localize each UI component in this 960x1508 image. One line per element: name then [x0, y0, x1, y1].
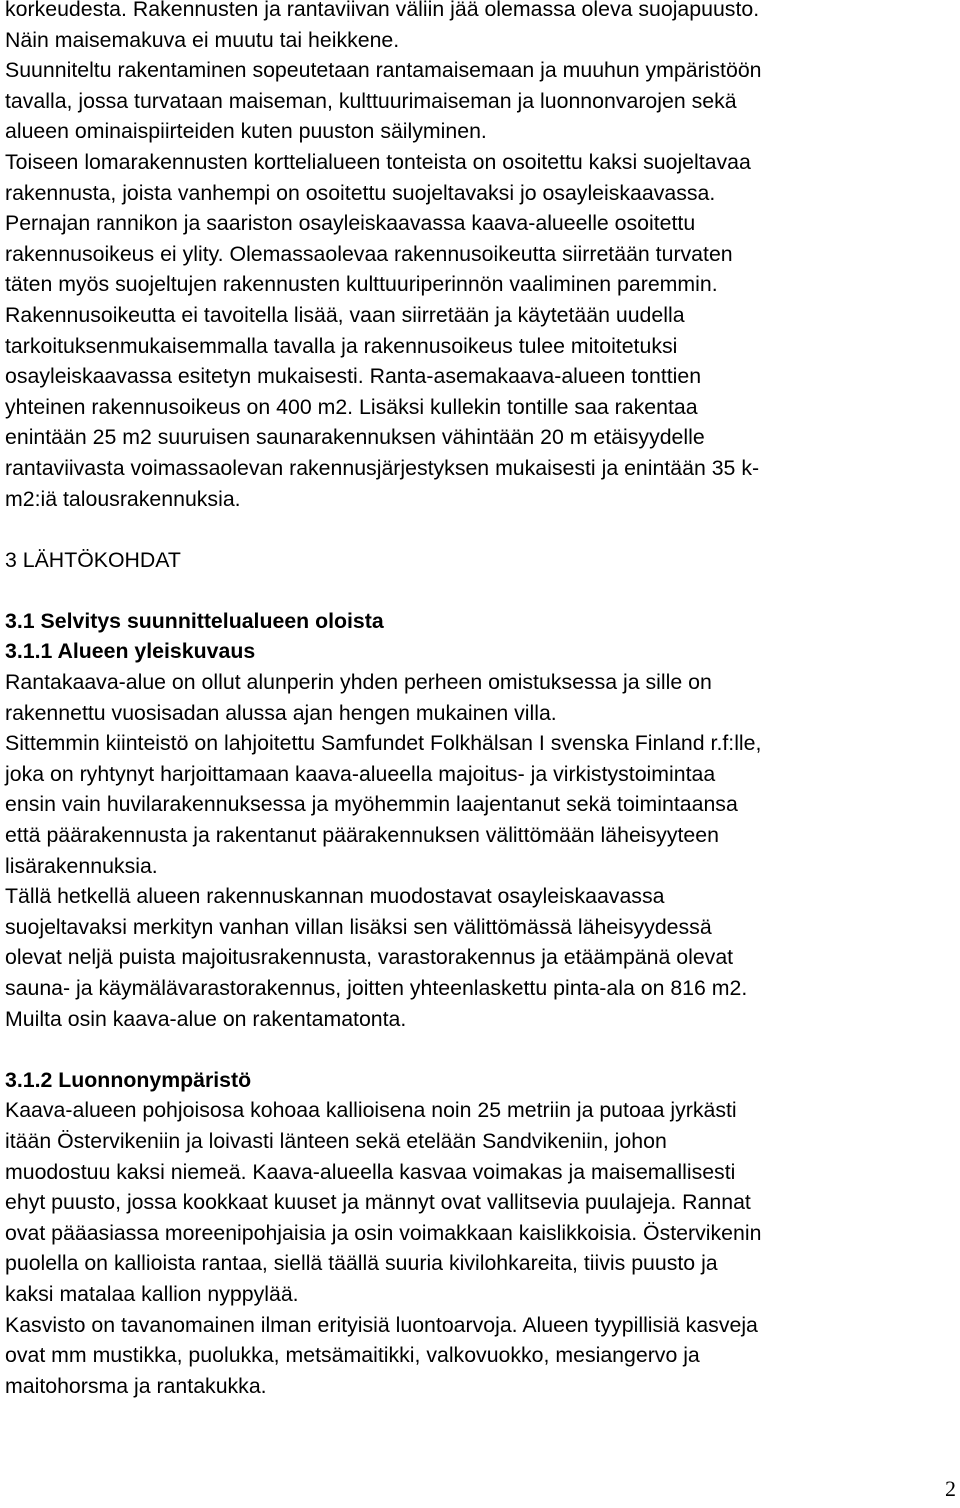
- text-line: enintään 25 m2 suuruisen saunarakennuksen vähintään 20 m etäisyydelle: [5, 425, 705, 450]
- page-number: 2: [945, 1476, 956, 1501]
- text-line: rakennusta, joista vanhempi on osoitettu suojeltavaksi jo osayleiskaavassa.: [5, 180, 716, 205]
- text-line: tarkoituksenmukaisemmalla tavalla ja rakennusoikeus tulee mitoitetuksi: [5, 333, 678, 358]
- subsubsection-heading: 3.1.2 Luonnonympäristö: [5, 1067, 252, 1092]
- text-line: rakennettu vuosisadan alussa ajan hengen mukainen villa.: [5, 700, 557, 725]
- spacer: [5, 1034, 955, 1065]
- intro-paragraph: [5, 0, 955, 514]
- text-line: yhteinen rakennusoikeus on 400 m2. Lisäksi kullekin tontille saa rakentaa: [5, 394, 698, 419]
- text-line: alueen ominaispiirteiden kuten puuston säilyminen.: [5, 119, 487, 144]
- text-line: Rakennusoikeutta ei tavoitella lisää, vaan siirretään ja käytetään uudella: [5, 302, 685, 327]
- text-line: Toiseen lomarakennusten korttelialueen tonteista on osoitettu kaksi suojeltavaa: [5, 149, 751, 174]
- text-line: rakennusoikeus ei ylity. Olemassaolevaa rakennusoikeutta siirretään turvaten: [5, 241, 733, 266]
- text-line: Sittemmin kiinteistö on lahjoitettu Samfundet Folkhälsan I svenska Finland r.f:lle,: [5, 731, 762, 756]
- text-line: puolella on kallioista rantaa, siellä täällä suuria kivilohkareita, tiivis puusto ja: [5, 1251, 718, 1276]
- text-line: muodostuu kaksi niemeä. Kaava-alueella kasvaa voimakas ja maisemallisesti: [5, 1159, 736, 1184]
- text-line: sauna- ja käymälävarastorakennus, joitten yhteenlaskettu pinta-ala on 816 m2.: [5, 976, 748, 1000]
- text-line: ovat pääasiassa moreenipohjaisia ja osin voimakkaan kaislikkoisia. Östervikenin: [5, 1220, 762, 1245]
- text-line: Kasvisto on tavanomainen ilman erityisiä luontoarvoja. Alueen tyypillisiä kasveja: [5, 1312, 758, 1337]
- text-line: rantaviivasta voimassaolevan rakennusjärjestyksen mukaisesti ja enintään 35 k-: [5, 455, 760, 480]
- spacer: [5, 514, 955, 545]
- section-heading: 3 LÄHTÖKOHDAT: [5, 547, 181, 572]
- text-line: m2:iä talousrakennuksia.: [5, 486, 241, 511]
- spacer: [5, 575, 955, 606]
- text-line: tavalla, jossa turvataan maiseman, kulttuurimaiseman ja luonnonvarojen sekä: [5, 88, 737, 113]
- text-line: Rantakaava-alue on ollut alunperin yhden perheen omistuksessa ja sille on: [5, 670, 712, 695]
- nature-paragraph: [5, 1095, 955, 1401]
- text-line: että päärakennusta ja rakentanut päärakennuksen välittömään läheisyyteen: [5, 823, 719, 848]
- subsection-heading: 3.1 Selvitys suunnittelualueen oloista: [5, 608, 384, 633]
- text-line: Suunniteltu rakentaminen sopeutetaan rantamaisemaan ja muuhun ympäristöön: [5, 58, 762, 83]
- text-line: Pernajan rannikon ja saariston osayleiskaavassa kaava-alueelle osoitettu: [5, 211, 696, 236]
- text-line: kaksi matalaa kallion nyppylää.: [5, 1281, 299, 1306]
- text-line: ensin vain huvilarakennuksessa ja myöhemmin laajentanut sekä toimintaansa: [5, 792, 738, 817]
- text-line: Muilta osin kaava-alue on rakentamatonta.: [5, 1006, 407, 1031]
- text-line: osayleiskaavassa esitetyn mukaisesti. Ranta-asemakaava-alueen tonttien: [5, 364, 702, 389]
- text-line: täten myös suojeltujen rakennusten kulttuuriperinnön vaaliminen paremmin.: [5, 272, 718, 297]
- text-line: Näin maisemakuva ei muutu tai heikkene.: [5, 27, 400, 52]
- text-line: joka on ryhtynyt harjoittamaan kaava-alueella majoitus- ja virkistystoimintaa: [5, 761, 716, 786]
- text-line: olevat neljä puista majoitusrakennusta, varastorakennus ja etäämpänä olevat: [5, 945, 734, 970]
- text-line: suojeltavaksi merkityn vanhan villan lisäksi sen välittömässä läheisyydessä: [5, 914, 712, 939]
- subsubsection-heading: 3.1.1 Alueen yleiskuvaus: [5, 639, 256, 664]
- text-line: ehyt puusto, jossa kookkaat kuuset ja männyt ovat vallitsevia puulajeja. Rannat: [5, 1190, 751, 1215]
- text-line: ovat mm mustikka, puolukka, metsämaitikki, valkovuokko, mesiangervo ja: [5, 1343, 700, 1368]
- text-line: maitohorsma ja rantakukka.: [5, 1373, 267, 1398]
- text-line: Tällä hetkellä alueen rakennuskannan muodostavat osayleiskaavassa: [5, 884, 665, 909]
- text-line: Kaava-alueen pohjoisosa kohoaa kallioisena noin 25 metriin ja putoaa jyrkästi: [5, 1098, 737, 1123]
- overview-paragraph: [5, 667, 955, 1034]
- text-line: korkeudesta. Rakennusten ja rantaviivan väliin jää olemassa oleva suojapuusto.: [5, 0, 760, 21]
- document-page: [5, 0, 955, 1401]
- text-line: lisärakennuksia.: [5, 853, 158, 878]
- text-line: itään Östervikeniin ja loivasti länteen sekä etelään Sandvikeniin, johon: [5, 1128, 667, 1153]
